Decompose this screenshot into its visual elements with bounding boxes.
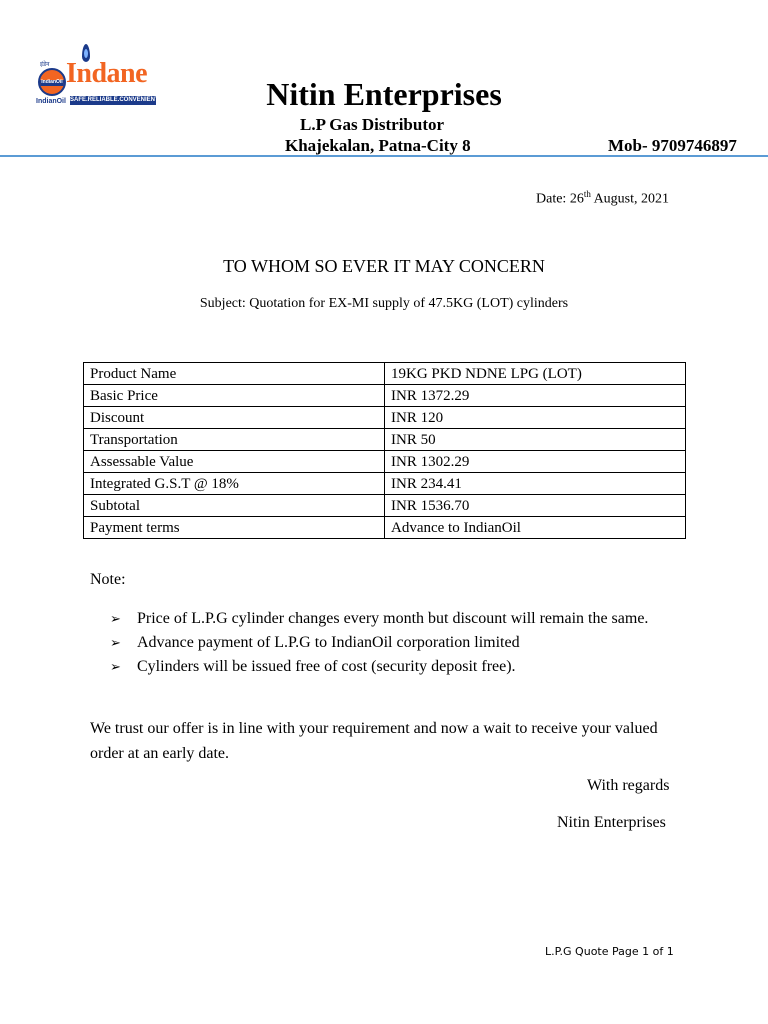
closing-paragraph: We trust our offer is in line with your requirement and now a wait to receive your valued order at an early date. [90, 720, 658, 762]
table-row [84, 517, 686, 539]
row-value: INR 120 [385, 407, 686, 429]
table-row [84, 407, 686, 429]
company-role: L.P Gas Distributor [300, 115, 445, 134]
logo-company-text: IndianOil [36, 98, 66, 105]
note-text: Cylinders will be issued free of cost (security deposit free). [137, 658, 516, 675]
table-row [84, 451, 686, 473]
arrow-bullet-icon: ➢ [110, 611, 121, 626]
note-text: Advance payment of L.P.G to IndianOil corporation limited [137, 634, 520, 651]
row-label: Discount [84, 407, 385, 429]
row-label: Subtotal [84, 495, 385, 517]
table-row [84, 363, 686, 385]
row-label: Payment terms [84, 517, 385, 539]
row-label: Integrated G.S.T @ 18% [84, 473, 385, 495]
row-label: Assessable Value [84, 451, 385, 473]
header-divider [0, 155, 768, 157]
row-label: Product Name [84, 363, 385, 385]
arrow-bullet-icon: ➢ [110, 635, 121, 650]
regards-text: With regards [587, 777, 670, 794]
list-item [110, 656, 690, 678]
row-label: Basic Price [84, 385, 385, 407]
quotation-table [83, 362, 686, 539]
page-footer: L.P.G Quote Page 1 of 1 [545, 945, 674, 958]
table-row [84, 495, 686, 517]
letter-date: Date: 26th August, 2021 [536, 189, 670, 207]
list-item [110, 608, 690, 630]
row-value: INR 1302.29 [385, 451, 686, 473]
row-label: Transportation [84, 429, 385, 451]
note-text: Price of L.P.G cylinder changes every month but discount will remain the same. [137, 610, 649, 627]
letter-subject: Subject: Quotation for EX-MI supply of 47.5KG (LOT) cylinders [199, 296, 569, 311]
note-label: Note: [90, 571, 126, 588]
table-row [84, 429, 686, 451]
company-name: Nitin Enterprises [266, 76, 502, 112]
row-value: INR 50 [385, 429, 686, 451]
logo-brand-text: Indane [66, 58, 148, 89]
row-value: Advance to IndianOil [385, 517, 686, 539]
signoff-name: Nitin Enterprises [557, 814, 666, 831]
table-row [84, 385, 686, 407]
notes-list [110, 608, 690, 680]
list-item [110, 632, 690, 654]
logo-tagline: SAFE.RELIABLE.CONVENIENT [70, 97, 159, 103]
row-value: INR 234.41 [385, 473, 686, 495]
row-value: 19KG PKD NDNE LPG (LOT) [385, 363, 686, 385]
row-value: INR 1372.29 [385, 385, 686, 407]
row-value: INR 1536.70 [385, 495, 686, 517]
logo-hindi-text: इंडेन [40, 62, 50, 68]
company-address: Khajekalan, Patna-City 8 [285, 136, 471, 155]
company-mobile: Mob- 9709746897 [608, 136, 737, 155]
arrow-bullet-icon: ➢ [110, 659, 121, 674]
indianoil-emblem-icon: IndianOil [38, 68, 66, 96]
table-row [84, 473, 686, 495]
letter-heading: TO WHOM SO EVER IT MAY CONCERN [223, 256, 545, 276]
